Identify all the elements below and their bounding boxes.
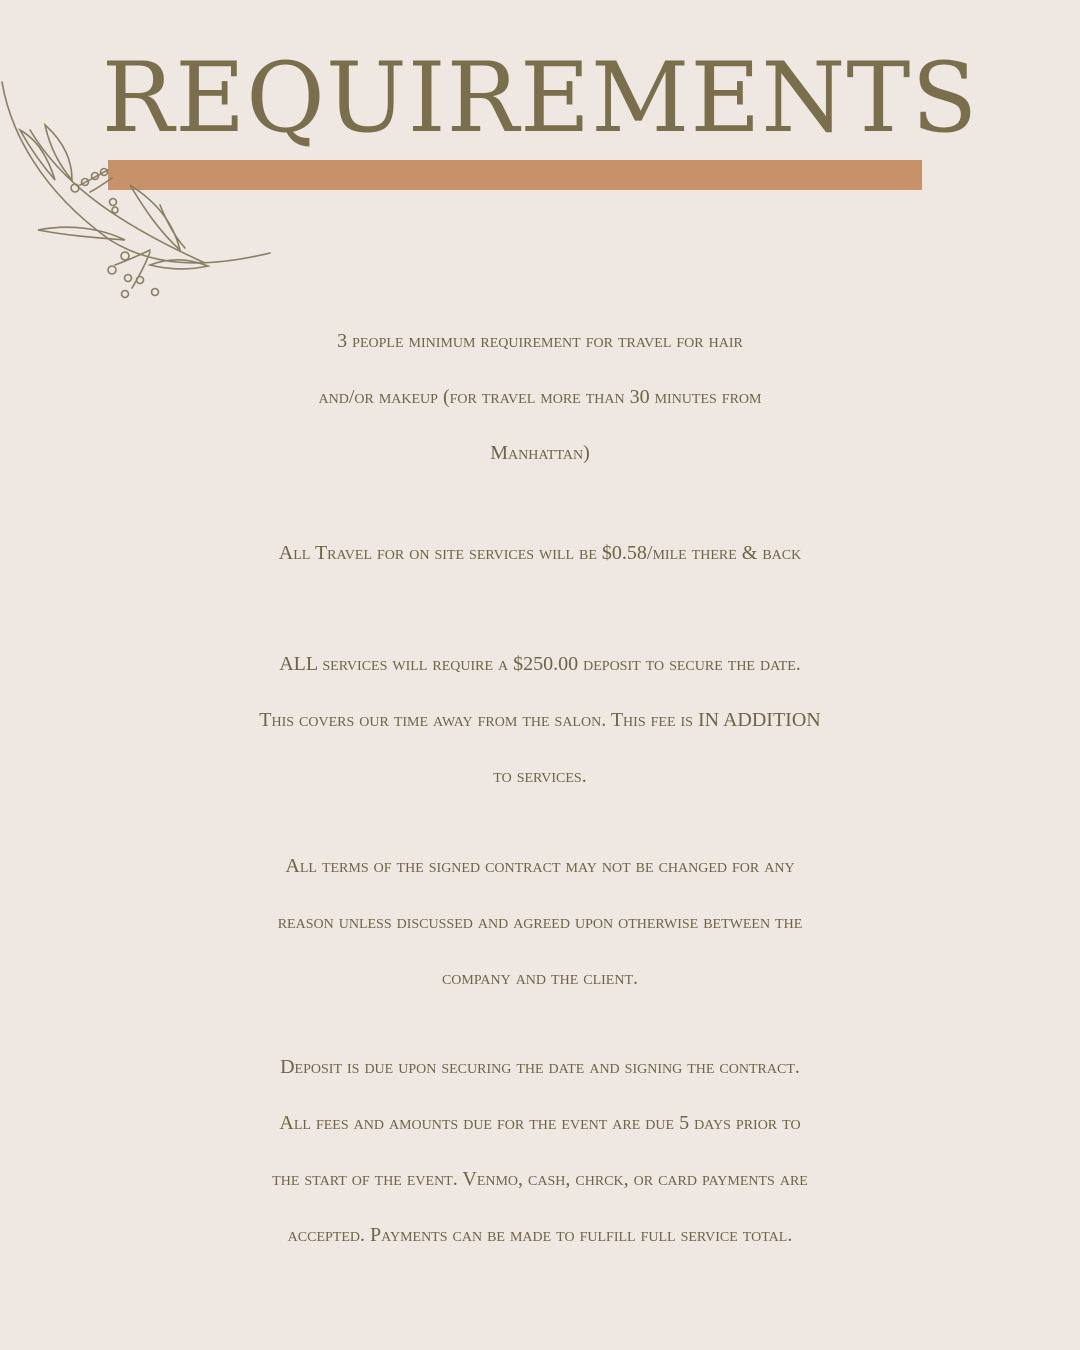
paragraph-line: and/or makeup (for travel more than 30 minutes from (318, 386, 762, 408)
contract-terms-paragraph (0, 838, 1080, 1006)
paragraph-line: All terms of the signed contract may not be changed for any (285, 855, 795, 877)
payment-terms-paragraph (0, 1039, 1080, 1263)
paragraph-line: Deposit is due upon securing the date and signing the contract. (280, 1056, 800, 1078)
paragraph-line: Manhattan) (490, 442, 590, 464)
paragraph-line: 3 people minimum requirement for travel for hair (337, 330, 743, 352)
deposit-paragraph (0, 636, 1080, 804)
paragraph-line: All fees and amounts due for the event are due 5 days prior to (279, 1112, 801, 1134)
paragraph-line: to services. (493, 765, 587, 787)
paragraph-line: accepted. Payments can be made to fulfill full service total. (287, 1224, 793, 1246)
leaf-branch-icon (0, 70, 280, 320)
page-title: REQUIREMENTS (101, 42, 979, 154)
paragraph-line: All Travel for on site services will be $0.58/mile there & back (278, 542, 802, 564)
paragraph-line: This covers our time away from the salon. This fee is IN ADDITION (259, 709, 821, 731)
travel-minimum-paragraph (0, 313, 1080, 481)
travel-fee-paragraph (0, 525, 1080, 581)
paragraph-line: the start of the event. Venmo, cash, chrck, or card payments are (272, 1168, 808, 1190)
paragraph-line: company and the client. (441, 967, 639, 989)
paragraph-line: reason unless discussed and agreed upon otherwise between the (277, 911, 803, 933)
paragraph-line: ALL services will require a $250.00 deposit to secure the date. (279, 653, 801, 675)
